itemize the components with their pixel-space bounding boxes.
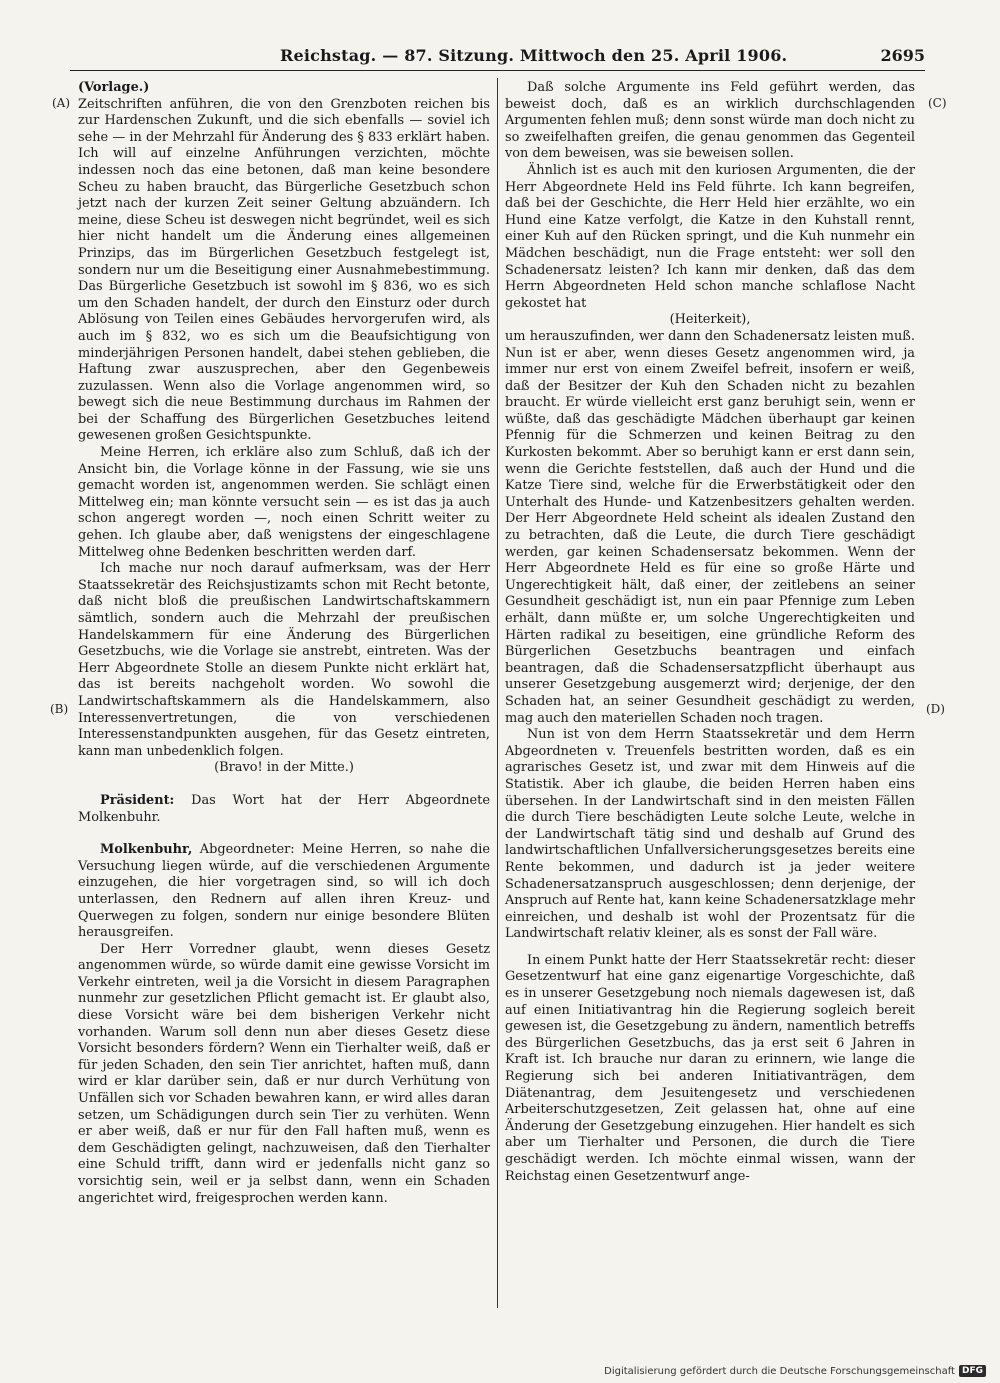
column-divider: [497, 78, 498, 1308]
page-header: [70, 44, 925, 71]
left-paragraph-3: Ich mache nur noch darauf aufmerksam, was der Herr Staatssekretär des Reichsjustizamts schon mit Recht betonte, daß nicht bloß die preußischen Landwirtschaftskammern sämtlich, sondern auch die Mehrzahl der preußischen Handelskammern für eine Änderung des Bürgerlichen Gesetzbuchs, wie die Vorlage sie anstrebt, eintreten. Was der Herr Abgeordnete Stolle an diesem Punkte nicht erklärt hat, das ist bereits nachgeholt worden. Wo sowohl die Landwirtschaftskammern als die Handelskammern, also Interessenvertretungen, die von verschiedenen Interessenstandpunkten ausgehen, für das Gesetz eintreten, kann man unbedenklich folgen.: [78, 561, 490, 759]
digitization-footer: [604, 1365, 986, 1377]
right-column: [505, 80, 915, 1185]
left-paragraph-2: Meine Herren, ich erkläre also zum Schluß, daß ich der Ansicht bin, die Vorlage könne in der Fassung, wie sie uns gemacht worden ist, angenommen werden. Sie schlägt einen Mittelweg ein; man könnte versucht sein — es ist das ja auch schon angeregt worden —, noch einen Schritt weiter zu gehen. Ich glaube aber, daß wenigstens der eingeschlagene Mittelweg ohne Bedenken beschritten werden darf.: [78, 445, 490, 560]
laughter-note: (Heiterkeit),: [669, 312, 751, 328]
running-head: Reichstag. — 87. Sitzung. Mittwoch den 25. April 1906.: [280, 46, 788, 65]
footer-text: Digitalisierung gefördert durch die Deutsche Forschungsgemeinschaft: [604, 1365, 955, 1377]
president-statement: [78, 793, 490, 826]
margin-marker-d: (D): [926, 702, 945, 716]
right-paragraph-2: Ähnlich ist es auch mit den kuriosen Argumenten, die der Herr Abgeordnete Held ins Feld führte. Ich kann begreifen, daß bei der Geschichte, die Herr Held hier erzählte, wo ein Hund eine Katze verfolgt, die Katze in den Kuhstall rennt, einer Kuh auf den Rücken springt, und die Kuh nunmehr ein Mädchen beschädigt, nun die Frage entsteht: wer soll den Schadenersatz leisten? Ich kann mir denken, daß das dem Herrn Abgeordneten Held schon manche schlaflose Nacht gekostet hat: [505, 162, 915, 311]
speaker-president: Präsident:: [100, 792, 175, 808]
right-paragraph-1: Daß solche Argumente ins Feld geführt werden, das beweist doch, daß es an wirklich durchschlagenden Argumenten fehlen muß; denn sonst würde man doch nicht zu so zweifelhaften greifen, die genau genommen das Gegenteil von dem beweisen, was sie beweisen sollen.: [505, 80, 915, 162]
margin-marker-a: (A): [52, 96, 71, 110]
left-paragraph-1: Zeitschriften anführen, die von den Grenzboten reichen bis zur Hardenschen Zukunft, und die sich ebenfalls — soviel ich sehe — in der Mehrzahl für Änderung des § 833 erklärt haben. Ich will auf einzelne Anführungen verzichten, möchte indessen noch das eine betonen, daß man keine besondere Scheu zu haben braucht, das Bürgerliche Gesetzbuch schon jetzt nach der kurzen Zeit seiner Geltung abzuändern. Ich meine, diese Scheu ist deswegen nicht begründet, weil es sich hier nicht handelt um die Änderung eines allgemeinen Prinzips, das im Bürgerlichen Gesetzbuch festgelegt ist, sondern nur um die Beseitigung einer Ausnahmebestimmung. Das Bürgerliche Gesetzbuch ist sowohl im § 836, wo es sich um den Schaden handelt, der durch den Einsturz oder durch Ablösung von Teilen eines Gebäudes hervorgerufen wird, als auch im § 832, wo es sich um die Beaufsichtigung von minderjährigen Personen handelt, dabei stehen geblieben, die Haftung zwar auszusprechen, aber den Gegenbeweis zuzulassen. Wenn also die Vorlage angenommen wird, so bewegt sich die neue Bestimmung durchaus im Rahmen der bei der Schaffung des Bürgerlichen Gesetzbuches leitend gewesenen großen Gesichtspunkte.: [78, 96, 490, 444]
speaker-molkenbuhr: Molkenbuhr,: [100, 842, 193, 858]
margin-marker-c: (C): [928, 96, 947, 110]
molkenbuhr-intro: Abgeordneter: Meine Herren, so nahe die Versuchung liegen würde, auf die verschiedenen Argumente einzugehen, die hier vorgetragen sind, so will ich doch unterlassen, den Rednern auf allen ihren Kreuz- und Querwegen zu folgen, sondern nur einige besondere Blüten herausgreifen.: [78, 842, 491, 941]
left-paragraph-4: Der Herr Vorredner glaubt, wenn dieses Gesetz angenommen würde, so würde damit eine gewisse Vorsicht im Verkehr eintreten, weil ja die Vorsicht in diesem Paragraphen nunmehr zur gesetzlichen Pflicht gemacht ist. Er glaubt also, diese Vorsicht wäre bei dem bisherigen Verkehr nicht vorhanden. Warum soll denn nun aber dieses Gesetz diese Vorsicht besonders fördern? Wenn ein Tierhalter weiß, daß er für jeden Schaden, den sein Tier anrichtet, haften muß, dann wird er klar darüber sein, daß er nur durch Verhütung von Unfällen sich vor Schaden bewahren kann, er wird alles daran setzen, um Schädigungen durch sein Tier zu verhüten. Wenn er aber weiß, daß er nur für den Fall haften muß, wenn es dem Geschädigten gelingt, nachzuweisen, daß den Tierhalter eine Schuld trifft, dann wird er jedenfalls nicht ganz so vorsichtig sein, weil er ja selbst dann, wenn ein Schaden angerichtet wird, freigesprochen werden kann.: [78, 941, 490, 1206]
right-paragraph-4: Nun ist von dem Herrn Staatssekretär und dem Herrn Abgeordneten v. Treuenfels bestritten worden, daß es ein agrarisches Gesetz ist, und zwar mit dem Hinweis auf die Statistik. Aber ich glaube, die beiden Herren haben eins übersehen. In der Landwirtschaft sind in den meisten Fällen die durch Tiere beschädigten Leute solche Leute, welche in der Landwirtschaft tätig sind und deshalb auf Grund des landwirtschaftlichen Unfallversicherungsgesetzes bereits eine Rente bekommen, und dadurch ist ja jeder weitere Schadenersatzanspruch ausgeschlossen; denn derjenige, der Anspruch auf Rente hat, kann keine Schadenersatzklage mehr einreichen, und deshalb ist wohl der Prozentsatz für die Landwirtschaft relativ kleiner, als es sonst der Fall wäre.: [505, 727, 915, 942]
dfg-logo-icon: DFG: [959, 1365, 986, 1377]
margin-marker-b: (B): [50, 702, 69, 716]
right-paragraph-3: um herauszufinden, wer dann den Schadenersatz leisten muß. Nun ist er aber, wenn dieses Gesetz angenommen wird, ja immer nur erst von einem Zweifel befreit, insofern er weiß, daß der Besitzer der Kuh den Schaden nicht zu bezahlen braucht. Er würde vielleicht erst ganz beruhigt sein, wenn er wüßte, daß das geschädigte Mädchen überhaupt gar keinen Pfennig für die Schmerzen und keinen Beitrag zu den Kurkosten bekommt. Aber so beruhigt kann er erst dann sein, wenn die Gerichte feststellen, daß auch der Hund und die Katze Tiere sind, welche für die Erwerbstätigkeit oder den Unterhalt des Hunde- und Katzenbesitzers gehalten werden. Der Herr Abgeordnete Held scheint als idealen Zustand den zu betrachten, daß die Leute, die durch Tiere geschädigt werden, gar keinen Schadensersatz bekommen. Wenn der Herr Abgeordnete Held es für eine so große Härte und Ungerechtigkeit hält, daß einer, der zeitlebens an seiner Gesundheit geschädigt ist, nun ein paar Pfennige zum Leben erhält, dann müßte er, um solche Ungerechtigkeiten und Härten radikal zu beseitigen, eine gründliche Reform des Bürgerlichen Gesetzbuchs beantragen und einfach beantragen, daß die Schadensersatzpflicht überhaupt aus unserer Gesetzgebung ausgemerzt wird; derjenige, der den Schaden hat, an seiner Gesundheit geschädigt zu werden, mag auch den materiellen Schaden noch tragen.: [505, 328, 915, 726]
left-column: [78, 80, 490, 1207]
applause-note: (Bravo! in der Mitte.): [214, 760, 354, 776]
page-number: 2695: [880, 46, 925, 65]
vorlage-label: (Vorlage.): [78, 80, 150, 95]
molkenbuhr-speech: [78, 842, 490, 942]
right-paragraph-5: In einem Punkt hatte der Herr Staatssekretär recht: dieser Gesetzentwurf hat eine ganz eigenartige Vorgeschichte, daß es in unserer Gesetzgebung noch niemals dagewesen ist, daß auf einen Initiativantrag hin die Regierung sogleich bereit gewesen ist, die Gesetzgebung zu ändern, namentlich betreffs des Bürgerlichen Gesetzbuchs, das ja erst seit 6 Jahren in Kraft ist. Ich brauche nur daran zu erinnern, wie lange die Regierung sich bei anderen Initiativanträgen, dem Diätenantrag, dem Jesuitengesetz und verschiedenen Arbeiterschutzgesetzen, Zeit gelassen hat, ohne auf eine Änderung der Gesetzgebung einzugehen. Hier handelt es sich aber um Tierhalter und Personen, die durch die Tiere geschädigt werden. Ich möchte einmal wissen, wann der Reichstag einen Gesetzentwurf ange-: [505, 952, 915, 1184]
president-text: Das Wort hat der Herr Abgeordnete Molkenbuhr.: [78, 792, 490, 825]
